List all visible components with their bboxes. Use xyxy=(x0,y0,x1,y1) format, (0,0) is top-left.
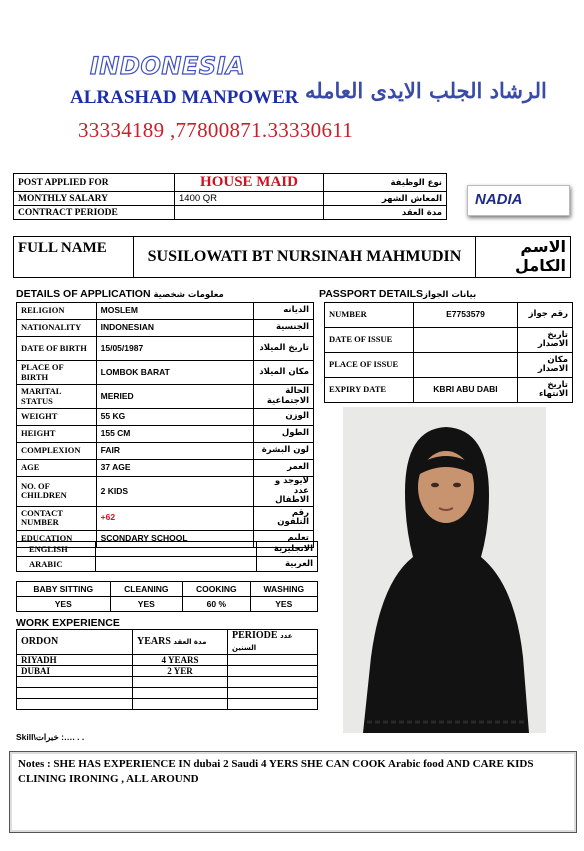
details-value: LOMBOK BARAT xyxy=(96,361,254,385)
post-label-ar: نوع الوظيفة xyxy=(324,174,447,192)
details-row xyxy=(17,506,314,530)
full-name-label: FULL NAME xyxy=(14,237,134,278)
lang-arabic-label: ARABIC xyxy=(17,557,96,572)
details-value: MERIED xyxy=(96,385,254,409)
work-row xyxy=(17,688,318,699)
details-label: DATE OF BIRTH xyxy=(17,337,97,361)
skill-line: Skill\خبرات :…. . . xyxy=(16,732,85,742)
details-row xyxy=(17,460,314,477)
details-row xyxy=(17,409,314,426)
passport-number-value: E7753579 xyxy=(414,303,518,328)
details-label: EDUCATION xyxy=(17,530,97,547)
details-label-ar: تعليم xyxy=(254,530,314,547)
lang-english-label: ENGLISH xyxy=(17,542,96,557)
passport-issue-place-label: PLACE OF ISSUE xyxy=(325,353,414,378)
passport-expiry-value: KBRI ABU DABI xyxy=(414,378,518,403)
details-label-ar: لون البشرة xyxy=(254,443,314,460)
details-table xyxy=(16,302,314,548)
work-col-periode-text: PERIODE xyxy=(232,630,278,641)
skill-value-washing: YES xyxy=(250,597,317,612)
details-label-ar: مكان الميلاد xyxy=(254,361,314,385)
details-label: RELIGION xyxy=(17,303,97,320)
details-label: NO. OF CHILDREN xyxy=(17,477,97,507)
details-label-ar: رقم التلفون xyxy=(254,506,314,530)
salary-label: MONTHLY SALARY xyxy=(14,192,175,206)
applicant-photo xyxy=(343,407,546,733)
work-place: DUBAI xyxy=(17,666,133,677)
contract-label: CONTRACT PERIODE xyxy=(14,206,175,220)
details-value: MOSLEM xyxy=(96,303,254,320)
skill-value-cleaning: YES xyxy=(110,597,183,612)
work-years: 2 YER xyxy=(133,666,228,677)
skill-value-cooking: 60 % xyxy=(183,597,250,612)
details-value: INDONESIAN xyxy=(96,320,254,337)
work-place xyxy=(17,688,133,699)
work-row xyxy=(17,677,318,688)
passport-title xyxy=(319,288,476,300)
work-col-years-text: YEARS xyxy=(137,636,171,647)
passport-number-label: NUMBER xyxy=(325,303,414,328)
skill-header-baby-sitting: BABY SITTING xyxy=(17,582,111,597)
passport-issue-place-value xyxy=(414,353,518,378)
work-years xyxy=(133,677,228,688)
details-label-ar: الجنسية xyxy=(254,320,314,337)
passport-table xyxy=(324,302,573,403)
details-value: 37 AGE xyxy=(96,460,254,477)
work-periode xyxy=(228,666,318,677)
work-years: 4 YEARS xyxy=(133,655,228,666)
work-col-years-ar: مدة العقد xyxy=(173,638,207,646)
work-years xyxy=(133,699,228,710)
post-value: HOUSE MAID xyxy=(175,174,324,192)
details-row xyxy=(17,320,314,337)
details-label: WEIGHT xyxy=(17,409,97,426)
details-row xyxy=(17,361,314,385)
work-place: RIYADH xyxy=(17,655,133,666)
details-value: 55 KG xyxy=(96,409,254,426)
work-periode xyxy=(228,677,318,688)
work-col-periode xyxy=(228,630,318,655)
passport-expiry-label: EXPIRY DATE xyxy=(325,378,414,403)
work-years xyxy=(133,688,228,699)
post-label: POST APPLIED FOR xyxy=(14,174,175,192)
work-place xyxy=(17,699,133,710)
brand-country: INDONESIA xyxy=(90,52,246,80)
agent-name: NADIA xyxy=(475,191,523,208)
passport-issue-place-ar: مكان الاصدار xyxy=(518,353,573,378)
work-row xyxy=(17,699,318,710)
details-value: 15/05/1987 xyxy=(96,337,254,361)
passport-issue-date-label: DATE OF ISSUE xyxy=(325,328,414,353)
full-name-label-ar: الاسم الكامل xyxy=(476,237,571,278)
applicant-photo-figure xyxy=(343,407,546,733)
details-label: HEIGHT xyxy=(17,426,97,443)
details-row xyxy=(17,477,314,507)
skill-value-baby-sitting: YES xyxy=(17,597,111,612)
skill-header-cleaning: CLEANING xyxy=(110,582,183,597)
languages-table xyxy=(16,541,318,572)
details-title-text: DETAILS OF APPLICATION xyxy=(16,288,151,300)
work-row xyxy=(17,666,318,677)
work-col-ordon: ORDON xyxy=(17,630,133,655)
details-value: 155 CM xyxy=(96,426,254,443)
details-row xyxy=(17,426,314,443)
passport-title-text: PASSPORT DETAILS xyxy=(319,288,424,300)
details-label: COMPLEXION xyxy=(17,443,97,460)
details-label-ar: العمر xyxy=(254,460,314,477)
details-title xyxy=(16,288,224,300)
details-value: SCONDARY SCHOOL xyxy=(96,530,254,547)
passport-title-ar: بيانات الجواز xyxy=(423,290,477,300)
details-label: NATIONALITY xyxy=(17,320,97,337)
details-row xyxy=(17,385,314,409)
agency-name: ALRASHAD MANPOWER xyxy=(70,87,299,108)
details-label-ar: الوزن xyxy=(254,409,314,426)
work-periode xyxy=(228,655,318,666)
work-experience-table xyxy=(16,629,318,710)
lang-english-ar: الانجليزية xyxy=(257,542,318,557)
passport-issue-date-value xyxy=(414,328,518,353)
details-value: FAIR xyxy=(96,443,254,460)
skills-table xyxy=(16,581,318,612)
full-name-table xyxy=(13,236,571,278)
work-place xyxy=(17,677,133,688)
details-title-ar: معلومات شخصية xyxy=(153,290,224,300)
lang-english-value xyxy=(96,542,257,557)
work-periode xyxy=(228,699,318,710)
salary-value: 1400 QR xyxy=(175,192,324,206)
details-label-ar: لايوجد و عدد الاطفال xyxy=(254,477,314,507)
passport-issue-date-ar: تاريخ الاصدار xyxy=(518,328,573,353)
work-row xyxy=(17,655,318,666)
work-col-periode-ar: عدد السنين xyxy=(232,632,293,652)
passport-number-ar: رقم جواز xyxy=(518,303,573,328)
skill-header-cooking: COOKING xyxy=(183,582,250,597)
phone-numbers: 33334189 ,77800871.33330611 xyxy=(78,118,354,142)
work-col-years xyxy=(133,630,228,655)
lang-arabic-ar: العربية xyxy=(257,557,318,572)
agency-name-arabic: الرشاد الجلب الايدى العامله xyxy=(305,78,547,103)
passport-expiry-ar: تاريخ الانتهاء xyxy=(518,378,573,403)
details-row xyxy=(17,303,314,320)
details-label: AGE xyxy=(17,460,97,477)
skill-header-washing: WASHING xyxy=(250,582,317,597)
work-periode xyxy=(228,688,318,699)
details-label: CONTACT NUMBER xyxy=(17,506,97,530)
notes-text: Notes : SHE HAS EXPERIENCE IN dubai 2 Saudi 4 YERS SHE CAN COOK Arabic food AND CARE KIDS CLINING IRONING , ALL AROUND xyxy=(18,758,534,785)
salary-label-ar: المعاش الشهر xyxy=(324,192,447,206)
lang-arabic-value xyxy=(96,557,257,572)
contract-value xyxy=(175,206,324,220)
details-value: 2 KIDS xyxy=(96,477,254,507)
work-experience-title: WORK EXPERIENCE xyxy=(16,617,120,629)
details-label-ar: الديانه xyxy=(254,303,314,320)
details-label: MARITAL STATUS xyxy=(17,385,97,409)
details-label-ar: الطول xyxy=(254,426,314,443)
post-table xyxy=(13,173,447,220)
details-row xyxy=(17,443,314,460)
details-label-ar: الحالة الاجتماعية xyxy=(254,385,314,409)
full-name-value: SUSILOWATI BT NURSINAH MAHMUDIN xyxy=(134,237,476,278)
details-label-ar: تاريخ الميلاد xyxy=(254,337,314,361)
details-label: PLACE OF BIRTH xyxy=(17,361,97,385)
contract-label-ar: مدة العقد xyxy=(324,206,447,220)
details-value: +62 xyxy=(96,506,254,530)
details-row xyxy=(17,337,314,361)
